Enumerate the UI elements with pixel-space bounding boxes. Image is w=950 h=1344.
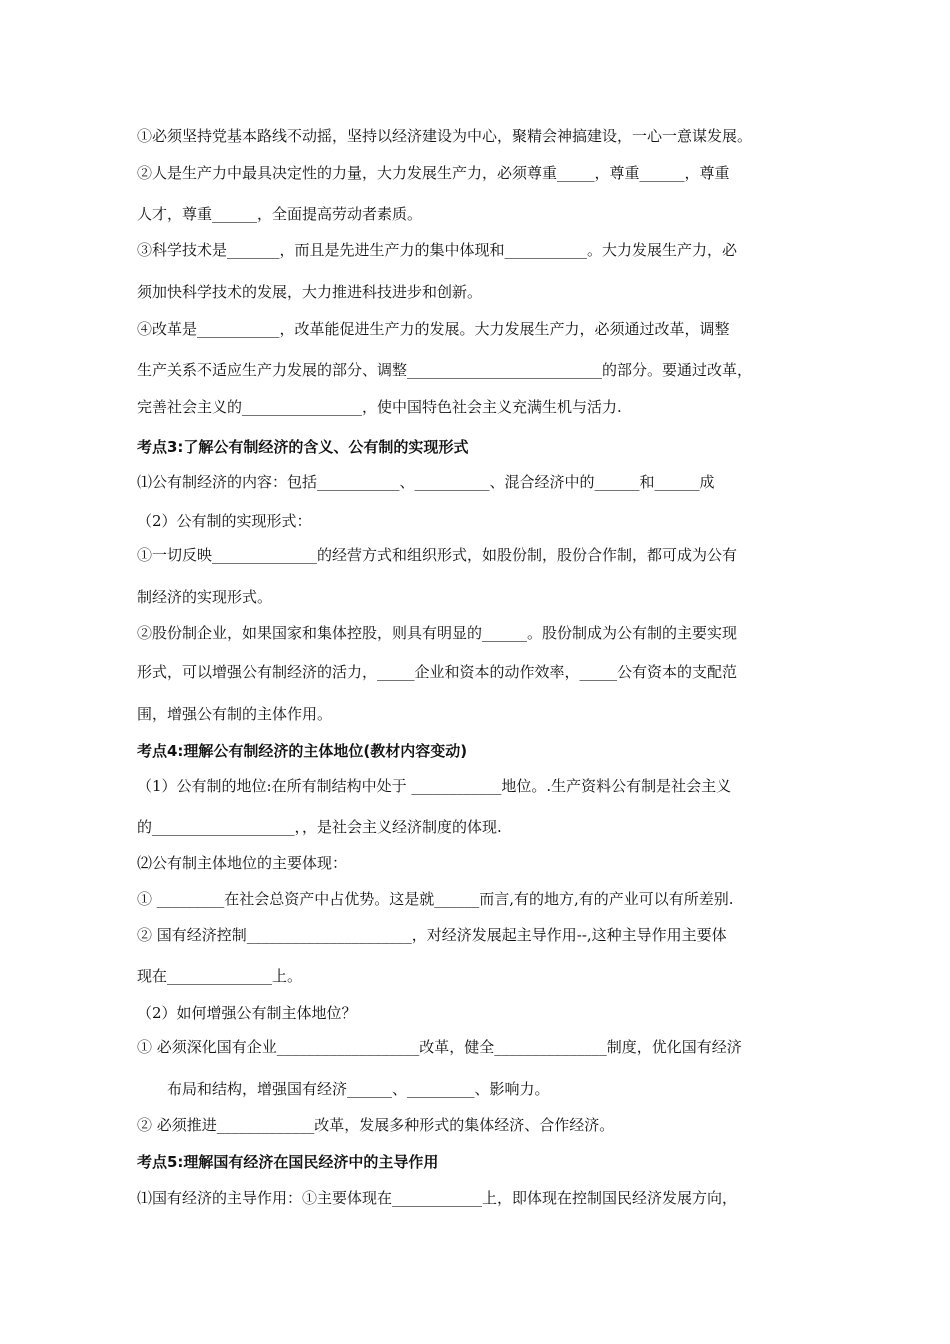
text-line: 形式，可以增强公有制经济的活力，_____企业和资本的动作效率，_____公有资本的支配范: [137, 663, 738, 681]
text-line: 的___________________，，是社会主义经济制度的体现.: [137, 818, 502, 836]
text-line: ①一切反映______________的经营方式和组织形式，如股份制，股份合作制，都可成为公有: [137, 546, 738, 564]
text-line: ② 必须推进_____________改革，发展多种形式的集体经济、合作经济。: [137, 1116, 615, 1134]
section-heading: 考点4:理解公有制经济的主体地位(教材内容变动): [137, 742, 468, 760]
text-line: （2）公有制的实现形式：: [137, 512, 312, 530]
text-line: 布局和结构，增强国有经济______、_________、影响力。: [167, 1080, 550, 1098]
text-line: 人才，尊重______，全面提高劳动者素质。: [137, 205, 423, 223]
text-line: ① _________在社会总资产中占优势。这是就______而言,有的地方,有的产业可以有所差别.: [137, 890, 734, 908]
text-line: ④改革是___________，改革能促进生产力的发展。大力发展生产力，必须通过改革，调整: [137, 320, 730, 338]
text-line: ③科学技术是_______，而且是先进生产力的集中体现和___________。大力发展生产力，必: [137, 241, 738, 259]
text-line: 现在______________上。: [137, 967, 303, 985]
text-line: （1）公有制的地位:在所有制结构中处于 ____________地位。.生产资料公有制是社会主义: [137, 777, 732, 795]
text-line: 围，增强公有制的主体作用。: [137, 705, 333, 723]
text-line: ② 国有经济控制______________________，对经济发展起主导作用--,这种主导作用主要体: [137, 926, 727, 944]
text-line: ⑵公有制主体地位的主要体现：: [137, 854, 348, 872]
text-line: ① 必须深化国有企业___________________改革，健全_______________制度，优化国有经济: [137, 1038, 742, 1056]
text-line: ②股份制企业，如果国家和集体控股，则具有明显的______。股份制成为公有制的主要实现: [137, 624, 738, 642]
text-line: （2）如何增强公有制主体地位？: [137, 1004, 357, 1022]
text-line: 完善社会主义的________________，使中国特色社会主义充满生机与活力.: [137, 398, 622, 416]
text-line: ②人是生产力中最具决定性的力量，大力发展生产力，必须尊重_____，尊重______，尊重: [137, 164, 730, 182]
text-line: ①必须坚持党基本路线不动摇，坚持以经济建设为中心，聚精会神搞建设，一心一意谋发展。: [137, 127, 753, 145]
text-line: 生产关系不适应生产力发展的部分、调整__________________________的部分。要通过改革，: [137, 361, 753, 379]
text-line: 制经济的实现形式。: [137, 588, 273, 606]
section-heading: 考点3:了解公有制经济的含义、公有制的实现形式: [137, 438, 469, 456]
text-line: ⑴国有经济的主导作用：①主要体现在____________上，即体现在控制国民经济发展方向，: [137, 1189, 738, 1207]
text-line: 须加快科学技术的发展，大力推进科技进步和创新。: [137, 283, 483, 301]
text-line: ⑴公有制经济的内容：包括___________、__________、混合经济中的______和______成: [137, 473, 715, 491]
section-heading: 考点5:理解国有经济在国民经济中的主导作用: [137, 1153, 439, 1171]
